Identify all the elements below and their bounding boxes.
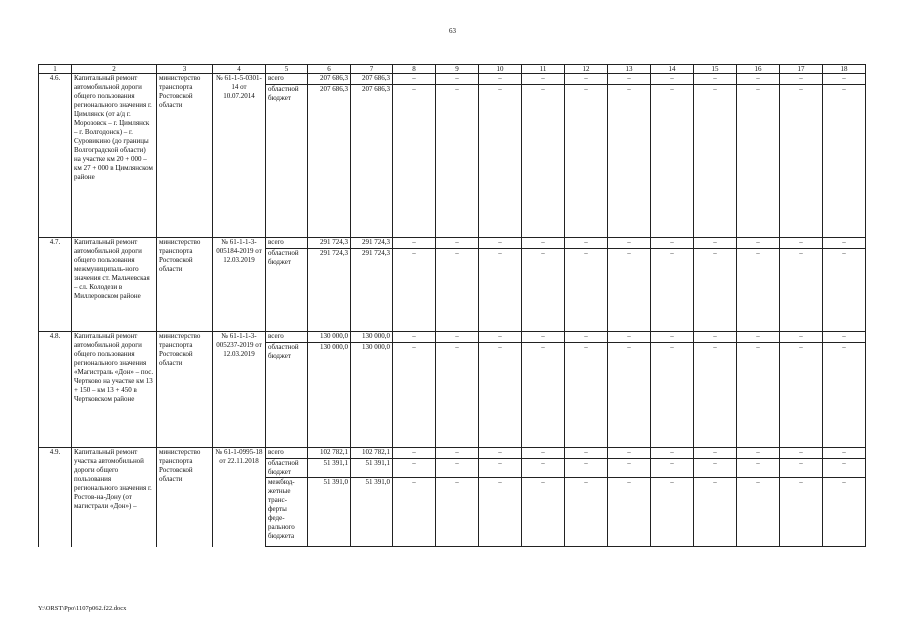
empty-value-col-11: – — [522, 238, 565, 249]
empty-value-col-17: – — [780, 85, 823, 238]
column-number-6: 6 — [308, 65, 351, 74]
empty-value-col-15: – — [694, 448, 737, 459]
empty-value-col-16: – — [737, 448, 780, 459]
empty-value-col-15: – — [694, 343, 737, 448]
empty-value-col-8: – — [393, 74, 436, 85]
column-number-2: 2 — [72, 65, 157, 74]
empty-value-col-10: – — [479, 448, 522, 459]
row-number: 4.6. — [39, 74, 72, 238]
amount-c6: 102 782,1 — [308, 448, 351, 459]
empty-value-col-9: – — [436, 459, 479, 478]
empty-value-col-8: – — [393, 343, 436, 448]
funding-source: всего — [266, 238, 308, 249]
empty-value-col-8: – — [393, 459, 436, 478]
empty-value-col-18: – — [823, 249, 866, 332]
empty-value-col-8: – — [393, 238, 436, 249]
empty-value-col-18: – — [823, 343, 866, 448]
empty-value-col-15: – — [694, 249, 737, 332]
amount-c6: 207 686,3 — [308, 74, 351, 85]
empty-value-col-13: – — [608, 332, 651, 343]
empty-value-col-10: – — [479, 85, 522, 238]
column-number-3: 3 — [157, 65, 213, 74]
amount-c6: 130 000,0 — [308, 332, 351, 343]
funding-source: всего — [266, 448, 308, 459]
approval-document: № 61-1-1-3-005184-2019 от 12.03.2019 — [213, 238, 266, 332]
empty-value-col-14: – — [651, 85, 694, 238]
row-number: 4.9. — [39, 448, 72, 547]
empty-value-col-13: – — [608, 448, 651, 459]
empty-value-col-8: – — [393, 332, 436, 343]
empty-value-col-18: – — [823, 448, 866, 459]
approval-document: № 61-1-5-0301-14 от 10.07.2014 — [213, 74, 266, 238]
empty-value-col-15: – — [694, 332, 737, 343]
empty-value-col-17: – — [780, 459, 823, 478]
responsible-ministry: министерство транспорта Ростовской области — [157, 238, 213, 332]
empty-value-col-9: – — [436, 238, 479, 249]
column-number-18: 18 — [823, 65, 866, 74]
funding-source: межбюд-жетные транс-ферты феде-рального бюджета — [266, 478, 308, 547]
empty-value-col-15: – — [694, 478, 737, 547]
empty-value-col-11: – — [522, 249, 565, 332]
column-number-12: 12 — [565, 65, 608, 74]
row-number: 4.7. — [39, 238, 72, 332]
empty-value-col-16: – — [737, 332, 780, 343]
empty-value-col-9: – — [436, 478, 479, 547]
empty-value-col-9: – — [436, 85, 479, 238]
empty-value-col-13: – — [608, 85, 651, 238]
amount-c6: 291 724,3 — [308, 238, 351, 249]
empty-value-col-18: – — [823, 332, 866, 343]
empty-value-col-8: – — [393, 85, 436, 238]
empty-value-col-13: – — [608, 74, 651, 85]
empty-value-col-14: – — [651, 238, 694, 249]
empty-value-col-16: – — [737, 74, 780, 85]
budget-table — [38, 64, 866, 547]
empty-value-col-16: – — [737, 85, 780, 238]
column-number-4: 4 — [213, 65, 266, 74]
empty-value-col-8: – — [393, 448, 436, 459]
empty-value-col-12: – — [565, 343, 608, 448]
empty-value-col-12: – — [565, 478, 608, 547]
empty-value-col-12: – — [565, 238, 608, 249]
column-number-11: 11 — [522, 65, 565, 74]
empty-value-col-15: – — [694, 74, 737, 85]
funding-source: областной бюджет — [266, 343, 308, 448]
column-number-9: 9 — [436, 65, 479, 74]
table-row — [39, 448, 866, 459]
column-number-13: 13 — [608, 65, 651, 74]
empty-value-col-17: – — [780, 74, 823, 85]
empty-value-col-15: – — [694, 459, 737, 478]
empty-value-col-11: – — [522, 332, 565, 343]
empty-value-col-14: – — [651, 332, 694, 343]
page-number: 63 — [449, 27, 456, 35]
amount-c7: 130 000,0 — [351, 343, 393, 448]
object-name: Капитальный ремонт автомобильной дороги общего пользования регионального значения «Магистраль «Дон» – пос. Чертково на участке км 13 + 150 – км 13 + 450 в Чертковском районе — [72, 332, 157, 448]
empty-value-col-12: – — [565, 85, 608, 238]
empty-value-col-14: – — [651, 478, 694, 547]
empty-value-col-9: – — [436, 74, 479, 85]
column-number-5: 5 — [266, 65, 308, 74]
empty-value-col-17: – — [780, 343, 823, 448]
file-path-footer: Y:\ORST\Ppo\1107p062.f22.docx — [38, 605, 127, 612]
funding-source: областной бюджет — [266, 459, 308, 478]
column-number-14: 14 — [651, 65, 694, 74]
empty-value-col-12: – — [565, 459, 608, 478]
amount-c7: 51 391,0 — [351, 478, 393, 547]
column-number-8: 8 — [393, 65, 436, 74]
empty-value-col-13: – — [608, 459, 651, 478]
funding-source: областной бюджет — [266, 249, 308, 332]
funding-source: всего — [266, 332, 308, 343]
empty-value-col-14: – — [651, 448, 694, 459]
approval-document: № 61-1-1-3-005237-2019 от 12.03.2019 — [213, 332, 266, 448]
funding-source: областной бюджет — [266, 85, 308, 238]
empty-value-col-10: – — [479, 332, 522, 343]
amount-c7: 291 724,3 — [351, 249, 393, 332]
empty-value-col-10: – — [479, 343, 522, 448]
object-name: Капитальный ремонт автомобильной дороги общего пользования межмуниципаль-ного значения ст. Мальчевская – сл. Колодези в Миллеровском районе — [72, 238, 157, 332]
object-name: Капитальный ремонт участка автомобильной дороги общего пользования регионального значения г. Ростов-на-Дону (от магистрали «Дон») – — [72, 448, 157, 547]
empty-value-col-11: – — [522, 85, 565, 238]
column-number-17: 17 — [780, 65, 823, 74]
empty-value-col-10: – — [479, 478, 522, 547]
column-number-row — [39, 65, 866, 74]
amount-c6: 51 391,1 — [308, 459, 351, 478]
empty-value-col-10: – — [479, 238, 522, 249]
empty-value-col-9: – — [436, 332, 479, 343]
empty-value-col-11: – — [522, 459, 565, 478]
empty-value-col-18: – — [823, 459, 866, 478]
empty-value-col-16: – — [737, 459, 780, 478]
column-number-7: 7 — [351, 65, 393, 74]
empty-value-col-10: – — [479, 459, 522, 478]
table-row — [39, 74, 866, 85]
row-number: 4.8. — [39, 332, 72, 448]
empty-value-col-18: – — [823, 74, 866, 85]
amount-c7: 207 686,3 — [351, 85, 393, 238]
empty-value-col-17: – — [780, 448, 823, 459]
empty-value-col-13: – — [608, 238, 651, 249]
empty-value-col-15: – — [694, 238, 737, 249]
table-row — [39, 332, 866, 343]
empty-value-col-15: – — [694, 85, 737, 238]
empty-value-col-14: – — [651, 249, 694, 332]
empty-value-col-18: – — [823, 478, 866, 547]
empty-value-col-12: – — [565, 249, 608, 332]
empty-value-col-10: – — [479, 249, 522, 332]
empty-value-col-14: – — [651, 459, 694, 478]
empty-value-col-13: – — [608, 249, 651, 332]
empty-value-col-9: – — [436, 343, 479, 448]
empty-value-col-18: – — [823, 238, 866, 249]
empty-value-col-18: – — [823, 85, 866, 238]
empty-value-col-12: – — [565, 332, 608, 343]
column-number-16: 16 — [737, 65, 780, 74]
empty-value-col-12: – — [565, 74, 608, 85]
empty-value-col-11: – — [522, 448, 565, 459]
amount-c6: 51 391,0 — [308, 478, 351, 547]
funding-source: всего — [266, 74, 308, 85]
empty-value-col-8: – — [393, 478, 436, 547]
amount-c6: 207 686,3 — [308, 85, 351, 238]
empty-value-col-17: – — [780, 478, 823, 547]
amount-c7: 130 000,0 — [351, 332, 393, 343]
approval-document: № 61-1-0995-18 от 22.11.2018 — [213, 448, 266, 547]
empty-value-col-16: – — [737, 478, 780, 547]
empty-value-col-11: – — [522, 478, 565, 547]
empty-value-col-16: – — [737, 238, 780, 249]
empty-value-col-11: – — [522, 74, 565, 85]
empty-value-col-16: – — [737, 343, 780, 448]
object-name: Капитальный ремонт автомобильной дороги общего пользования регионального значения г. Цимлянск (от а/д г. Морозовск – г. Цимлянск – г. Волгодонск) – г. Суровикино (до границы Волгоградской области) на участке км 20 + 000 – км 27 + 000 в Цимлянском районе — [72, 74, 157, 238]
empty-value-col-13: – — [608, 343, 651, 448]
amount-c7: 207 686,3 — [351, 74, 393, 85]
empty-value-col-17: – — [780, 332, 823, 343]
amount-c7: 102 782,1 — [351, 448, 393, 459]
column-number-1: 1 — [39, 65, 72, 74]
amount-c6: 291 724,3 — [308, 249, 351, 332]
responsible-ministry: министерство транспорта Ростовской области — [157, 332, 213, 448]
empty-value-col-14: – — [651, 74, 694, 85]
empty-value-col-17: – — [780, 238, 823, 249]
empty-value-col-11: – — [522, 343, 565, 448]
responsible-ministry: министерство транспорта Ростовской области — [157, 448, 213, 547]
empty-value-col-13: – — [608, 478, 651, 547]
amount-c6: 130 000,0 — [308, 343, 351, 448]
empty-value-col-9: – — [436, 249, 479, 332]
table-row — [39, 238, 866, 249]
empty-value-col-8: – — [393, 249, 436, 332]
empty-value-col-14: – — [651, 343, 694, 448]
amount-c7: 51 391,1 — [351, 459, 393, 478]
responsible-ministry: министерство транспорта Ростовской области — [157, 74, 213, 238]
empty-value-col-16: – — [737, 249, 780, 332]
empty-value-col-12: – — [565, 448, 608, 459]
empty-value-col-9: – — [436, 448, 479, 459]
empty-value-col-10: – — [479, 74, 522, 85]
amount-c7: 291 724,3 — [351, 238, 393, 249]
column-number-15: 15 — [694, 65, 737, 74]
empty-value-col-17: – — [780, 249, 823, 332]
column-number-10: 10 — [479, 65, 522, 74]
